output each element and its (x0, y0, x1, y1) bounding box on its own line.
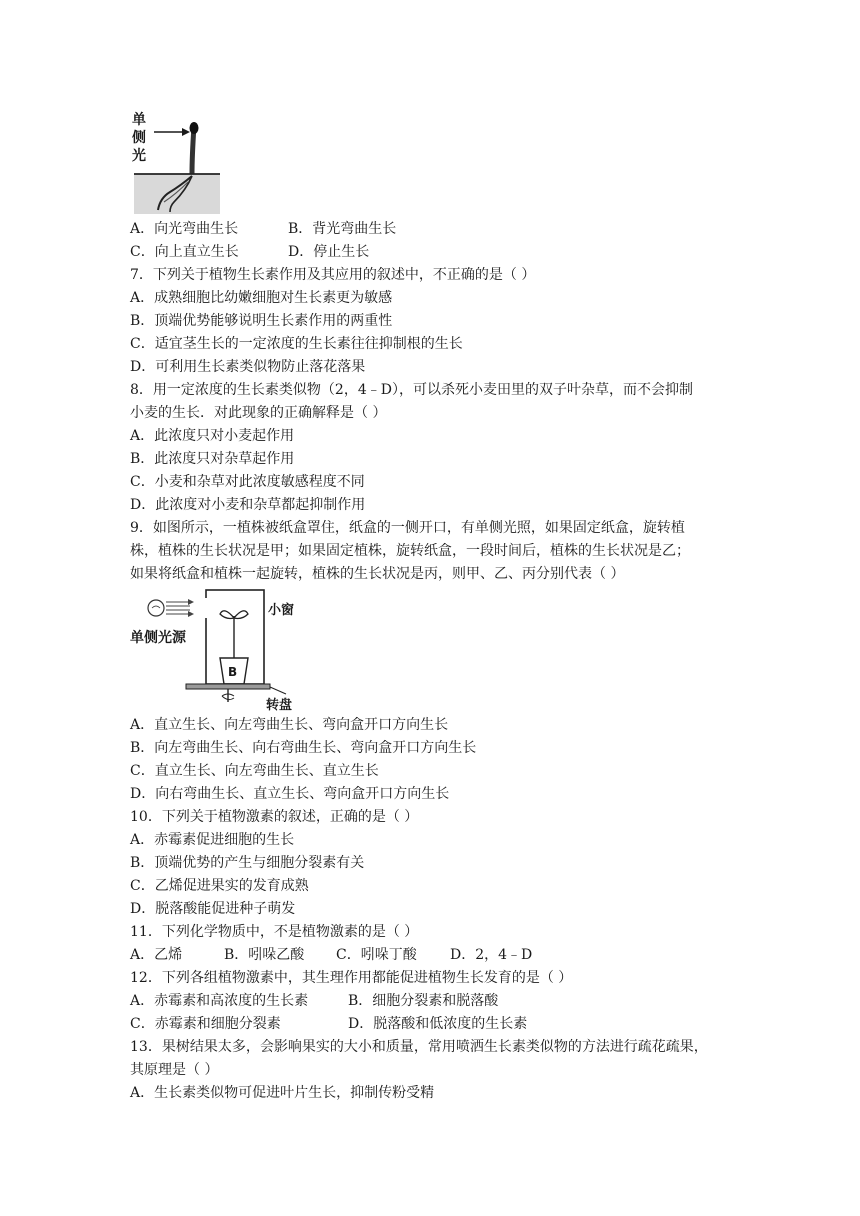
q12-option-d: D．脱落酸和低浓度的生长素 (348, 1016, 528, 1032)
q13-stem-line1: 13．果树结果太多，会影响果实的大小和质量，常用喷洒生长素类似物的方法进行疏花疏果， (130, 1039, 708, 1055)
q13-option-a: A．生长素类似物可促进叶片生长，抑制传粉受精 (130, 1085, 435, 1101)
q6-option-b: B．背光弯曲生长 (288, 221, 397, 237)
q9-option-a: A．直立生长、向左弯曲生长、弯向盒开口方向生长 (130, 717, 449, 733)
q12-option-a: A．赤霉素和高浓度的生长素 (130, 993, 309, 1009)
q9-option-b: B．向左弯曲生长、向右弯曲生长、弯向盒开口方向生长 (130, 740, 477, 756)
q8-option-d: D．此浓度对小麦和杂草都起抑制作用 (130, 497, 366, 513)
q12-option-b: B．细胞分裂素和脱落酸 (348, 993, 499, 1009)
figure-label-dan: 单 (132, 112, 146, 128)
q8-option-c: C．小麦和杂草对此浓度敏感程度不同 (130, 474, 365, 490)
light-source-label: 单侧光源 (130, 630, 186, 646)
q8-option-a: A．此浓度只对小麦起作用 (130, 428, 295, 444)
q10-option-a: A．赤霉素促进细胞的生长 (130, 832, 295, 848)
q9-stem-line1: 9．如图所示，一植株被纸盒罩住，纸盒的一侧开口，有单侧光照，如果固定纸盒，旋转植 (130, 520, 685, 536)
q6-option-c: C．向上直立生长 (130, 244, 239, 260)
q10-stem: 10．下列关于植物激素的叙述，正确的是（ ） (130, 809, 419, 825)
plant-box-turntable-figure (130, 588, 302, 712)
q11-stem: 11．下列化学物质中，不是植物激素的是（ ） (130, 924, 419, 940)
q11-option-b: B．吲哚乙酸 (224, 947, 305, 963)
q7-option-c: C．适宜茎生长的一定浓度的生长素往往抑制根的生长 (130, 336, 463, 352)
figure-label-guang: 光 (132, 148, 146, 164)
q9-stem-line3: 如果将纸盒和植株一起旋转，植株的生长状况是丙，则甲、乙、丙分别代表（ ） (130, 566, 625, 582)
turntable-label: 转盘 (266, 698, 293, 712)
q7-option-a: A．成熟细胞比幼嫩细胞对生长素更为敏感 (130, 290, 393, 306)
q7-option-b: B．顶端优势能够说明生长素作用的两重性 (130, 313, 393, 329)
q12-stem: 12．下列各组植物激素中，其生理作用都能促进植物生长发育的是（ ） (130, 970, 573, 986)
q8-option-b: B．此浓度只对杂草起作用 (130, 451, 295, 467)
q11-option-d: D．2，4﹣D (450, 947, 533, 963)
q10-option-d: D．脱落酸能促进种子萌发 (130, 901, 296, 917)
pot-label: B (228, 665, 238, 679)
q10-option-c: C．乙烯促进果实的发育成熟 (130, 878, 309, 894)
q11-option-c: C．吲哚丁酸 (336, 947, 417, 963)
q6-option-a: A．向光弯曲生长 (130, 221, 239, 237)
q8-stem-line2: 小麦的生长．对此现象的正确解释是（ ） (130, 405, 387, 421)
q13-stem-line2: 其原理是（ ） (130, 1062, 219, 1078)
q10-option-b: B．顶端优势的产生与细胞分裂素有关 (130, 855, 365, 871)
seedling-light-figure (130, 106, 220, 214)
window-label: 小窗 (268, 603, 295, 618)
q7-stem: 7．下列关于植物生长素作用及其应用的叙述中，不正确的是（ ） (130, 267, 536, 283)
q9-option-c: C．直立生长、向左弯曲生长、直立生长 (130, 763, 379, 779)
q11-option-a: A．乙烯 (130, 947, 183, 963)
q6-option-d: D．停止生长 (288, 244, 370, 260)
q9-option-d: D．向右弯曲生长、直立生长、弯向盒开口方向生长 (130, 786, 450, 802)
q7-option-d: D．可利用生长素类似物防止落花落果 (130, 359, 366, 375)
figure-label-ce: 侧 (132, 130, 146, 146)
q9-stem-line2: 株，植株的生长状况是甲；如果固定植株，旋转纸盒，一段时间后，植株的生长状况是乙； (130, 543, 690, 559)
q12-option-c: C．赤霉素和细胞分裂素 (130, 1016, 281, 1032)
q8-stem-line1: 8．用一定浓度的生长素类似物（2，4﹣D），可以杀死小麦田里的双子叶杂草，而不会抑制 (130, 382, 693, 398)
